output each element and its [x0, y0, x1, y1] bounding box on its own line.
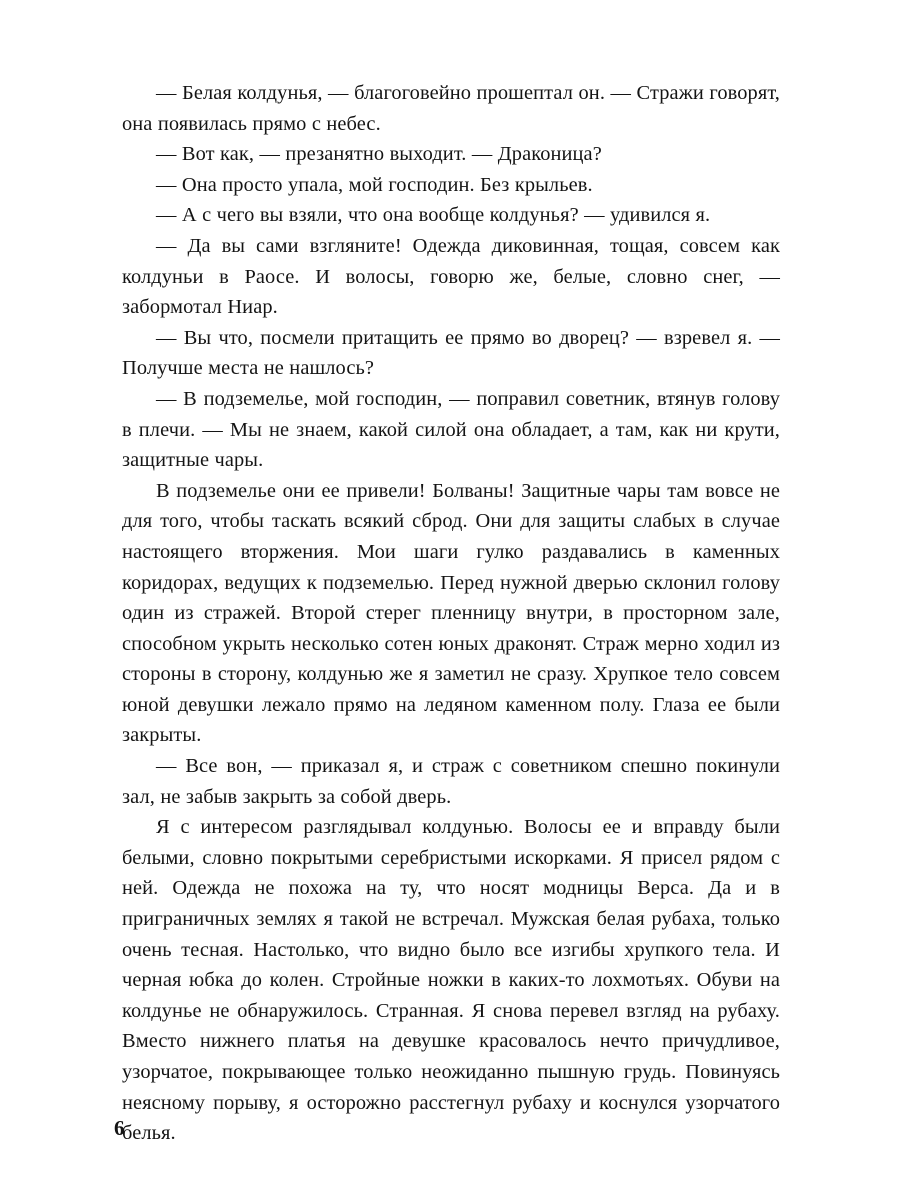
paragraph: — Да вы сами взгляните! Одежда диковинная, тощая, совсем как колдуньи в Раосе. И волосы, говорю же, белые, словно снег, — забормотал Ниар. — [122, 234, 780, 319]
paragraph: — Вот как, — презанятно выходит. — Драконица? — [156, 143, 602, 166]
page-number: 6 — [114, 1116, 125, 1140]
paragraph: — А с чего вы взяли, что она вообще колдунья? — удивился я. — [156, 204, 711, 227]
paragraph: — Она просто упала, мой господин. Без крыльев. — [156, 173, 593, 196]
paragraph: — Белая колдунья, — благоговейно прошептал он. — Стражи говорят, она появилась прямо с небес. — [122, 82, 780, 135]
paragraph: — Вы что, посмели притащить ее прямо во дворец? — взревел я. — Получше места не нашлось? — [122, 326, 780, 380]
paragraph: Я с интересом разглядывал колдунью. Волосы ее и вправду были белыми, словно покрытыми серебристыми искорками. Я присел рядом с ней. Одежда не похожа на ту, что носят модницы Верса. Да и в приграничных землях я такой не встречал. Мужская белая рубаха, только очень тесная. Настолько, что видно было все изгибы хрупкого тела. И черная юбка до колен. Стройные ножки в каких-то лохмотьях. Обуви на колдунье не обнаружилось. Странная. Я снова перевел взгляд на рубаху. Вместо нижнего платья на девушке красовалось нечто причудливое, узорчатое, покрывающее только неожиданно пышную грудь. Повинуясь неясному порыву, я осторожно расстегнул рубаху и коснулся узорчатого белья. — [122, 816, 780, 1145]
paragraph: — В подземелье, мой господин, — поправил советник, втянув голову в плечи. — Мы не знаем, какой силой она обладает, а там, как ни крути, защитные чары. — [122, 387, 780, 472]
paragraph: В подземелье они ее привели! Болваны! Защитные чары там вовсе не для того, чтобы таскать всякий сброд. Они для защиты слабых в случае настоящего вторжения. Мои шаги гулко раздавались в каменных коридорах, ведущих к подземелью. Перед нужной дверью склонил голову один из стражей. Второй стерег пленницу внутри, в просторном зале, способном укрыть несколько сотен юных драконят. Страж мерно ходил из стороны в сторону, колдунью же я заметил не сразу. Хрупкое тело совсем юной девушки лежало прямо на ледяном каменном полу. Глаза ее были закрыты. — [122, 479, 780, 747]
paragraph: — Все вон, — приказал я, и страж с советником спешно покинули зал, не забыв закрыть за собой дверь. — [122, 755, 780, 808]
body-text — [122, 78, 780, 1149]
